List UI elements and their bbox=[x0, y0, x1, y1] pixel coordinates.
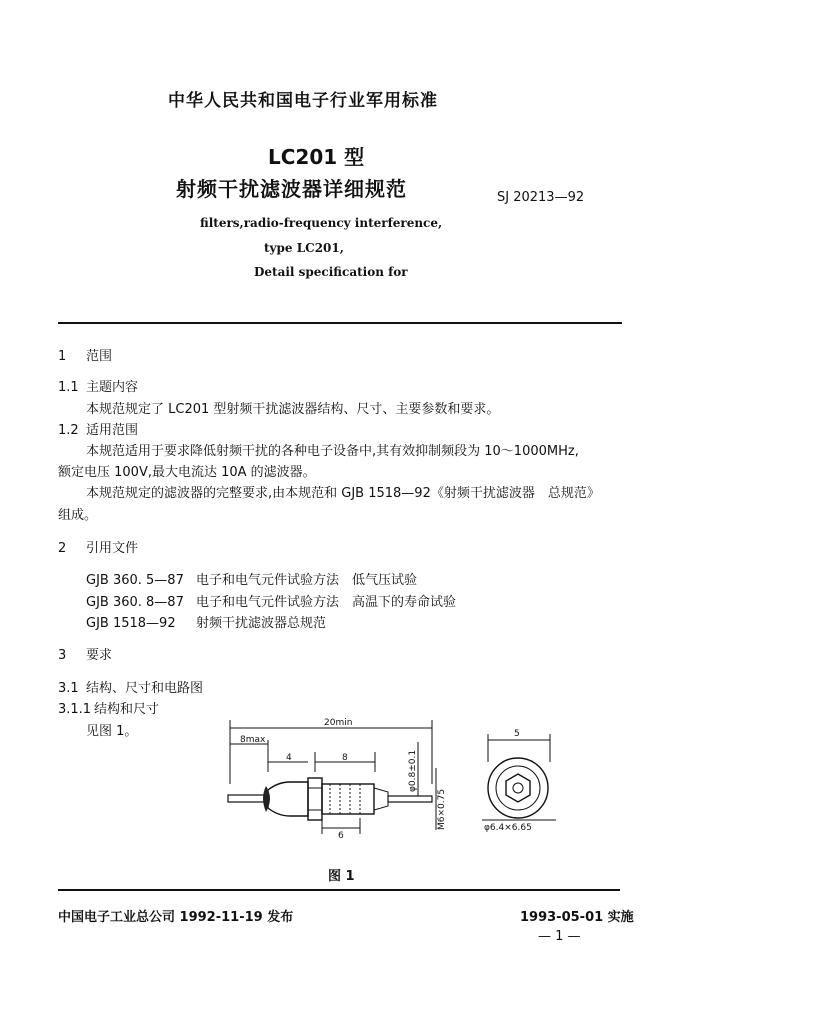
page-number: — 1 — bbox=[538, 929, 581, 944]
reference-title: 射频干扰滤波器总规范 bbox=[196, 616, 327, 631]
standard-number: SJ 20213—92 bbox=[497, 190, 585, 205]
document-title-model: LC201 型 bbox=[268, 145, 365, 169]
effective-date: 1993-05-01 实施 bbox=[520, 910, 634, 925]
reference-item bbox=[86, 591, 456, 610]
reference-title: 电子和电气元件试验方法 低气压试验 bbox=[196, 573, 418, 588]
reference-code: GJB 360. 5—87 bbox=[86, 573, 184, 588]
section-3-heading bbox=[58, 644, 112, 663]
section-number: 3.1 bbox=[58, 681, 79, 696]
section-title: 引用文件 bbox=[86, 541, 139, 556]
section-title: 结构、尺寸和电路图 bbox=[86, 681, 204, 696]
paragraph-applicability-line-3: 本规范规定的滤波器的完整要求,由本规范和 GJB 1518—92《射频干扰滤波器 总规范》 bbox=[86, 486, 600, 501]
paragraph-applicability-line-1: 本规范适用于要求降低射频干扰的各种电子设备中,其有效抑制频段为 10～1000MHz, bbox=[86, 444, 579, 459]
section-number: 3.1.1 bbox=[58, 702, 92, 717]
section-title: 范围 bbox=[86, 349, 113, 364]
paragraph-applicability-line-2: 额定电压 100V,最大电流达 10A 的滤波器。 bbox=[58, 465, 316, 480]
figure-caption: 图 1 bbox=[328, 869, 355, 884]
dimension-thread-size: M6×0.75 bbox=[437, 788, 447, 830]
dimension-pin-diameter: φ0.8±0.1 bbox=[408, 749, 418, 792]
section-number: 2 bbox=[58, 541, 67, 556]
standard-body-header: 中华人民共和国电子行业军用标准 bbox=[168, 91, 438, 111]
paragraph-see-figure: 见图 1。 bbox=[86, 724, 138, 739]
section-1-1-heading bbox=[58, 376, 138, 395]
filter-drawing bbox=[220, 712, 560, 847]
section-1-2-heading bbox=[58, 419, 138, 438]
section-number: 1 bbox=[58, 349, 67, 364]
dimension-total-length: 20min bbox=[324, 718, 353, 728]
section-number: 1.1 bbox=[58, 380, 79, 395]
section-1-heading bbox=[58, 345, 112, 364]
header-divider bbox=[58, 322, 622, 324]
publisher-date: 中国电子工业总公司 1992-11-19 发布 bbox=[58, 910, 294, 925]
dimension-collar-length: 4 bbox=[286, 753, 292, 763]
section-title: 要求 bbox=[86, 648, 113, 663]
paragraph-scope: 本规范规定了 LC201 型射频干扰滤波器结构、尺寸、主要参数和要求。 bbox=[86, 402, 500, 417]
section-title: 主题内容 bbox=[86, 380, 139, 395]
english-title-line-2: type LC201, bbox=[264, 241, 344, 255]
section-2-heading bbox=[58, 537, 138, 556]
reference-code: GJB 1518—92 bbox=[86, 616, 176, 631]
section-number: 3 bbox=[58, 648, 67, 663]
dimension-body-length: 8 bbox=[342, 753, 348, 763]
dimension-hex-size: φ6.4×6.65 bbox=[484, 823, 532, 833]
section-title: 结构和尺寸 bbox=[94, 702, 160, 717]
section-3-1-heading bbox=[58, 677, 203, 696]
paragraph-applicability-line-4: 组成。 bbox=[58, 508, 98, 523]
section-title: 适用范围 bbox=[86, 423, 139, 438]
reference-code: GJB 360. 8—87 bbox=[86, 595, 184, 610]
dimension-end-width: 5 bbox=[514, 729, 520, 739]
reference-title: 电子和电气元件试验方法 高温下的寿命试验 bbox=[196, 595, 457, 610]
document-title: 射频干扰滤波器详细规范 bbox=[176, 177, 407, 201]
section-3-1-1-heading bbox=[58, 698, 159, 717]
english-title-line-1: filters,radio-frequency interference, bbox=[200, 216, 443, 230]
section-number: 1.2 bbox=[58, 423, 79, 438]
reference-item bbox=[86, 612, 326, 631]
dimension-thread-length: 6 bbox=[338, 831, 344, 841]
dimension-max-length: 8max bbox=[240, 735, 266, 745]
english-title-line-3: Detail specification for bbox=[254, 265, 408, 279]
footer-divider bbox=[58, 889, 620, 891]
reference-item bbox=[86, 569, 417, 588]
